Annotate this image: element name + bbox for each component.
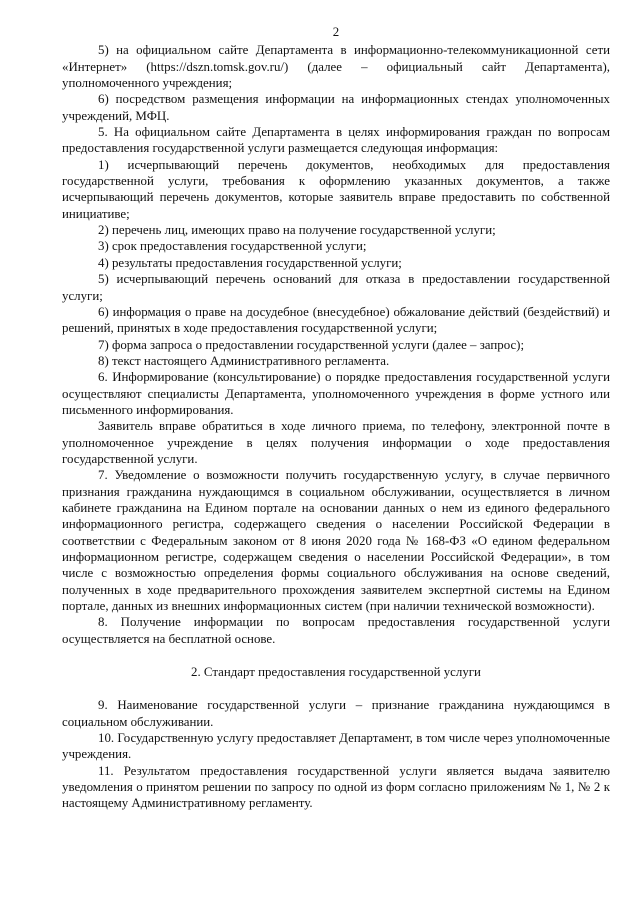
paragraph: 5) исчерпывающий перечень оснований для отказа в предоставлении государственной услуги; — [62, 272, 610, 303]
paragraph: 11. Результатом предоставления государственной услуги является выдача заявителю уведомления о принятом решении по запросу по одной из форм согласно приложениям № 1, № 2 к настоящему Административному регламенту. — [62, 763, 610, 811]
paragraph: 5) на официальном сайте Департамента в информационно-телекоммуникационной сети «Интернет» (https://dszn.tomsk.gov.ru/) (далее – официальный сайт Департамента), уполномоченного учреждения; — [62, 43, 610, 91]
document-page — [62, 24, 610, 812]
paragraph: 6. Информирование (консультирование) о порядке предоставления государственной услуги осуществляют специалисты Департамента, уполномоченного учреждения в форме устного или письменного информирования. — [62, 370, 610, 417]
section-title: 2. Стандарт предоставления государственной услуги — [191, 665, 481, 680]
paragraph: 2) перечень лиц, имеющих право на получение государственной услуги; — [98, 223, 496, 238]
paragraph: 10. Государственную услугу предоставляет Департамент, в том числе через уполномоченные учреждения. — [62, 731, 610, 762]
paragraph: 9. Наименование государственной услуги – признание гражданина нуждающимся в социальном обслуживании. — [62, 698, 610, 729]
page-number: 2 — [332, 25, 340, 39]
paragraph: 4) результаты предоставления государственной услуги; — [98, 255, 402, 270]
paragraph: 7) форма запроса о предоставлении государственной услуги (далее – запрос); — [98, 337, 525, 352]
paragraph: 7. Уведомление о возможности получить государственную услугу, в случае первичного признания гражданина нуждающимся в социальном обслуживании, осуществляется в личном кабинете гражданина на Едином портале на основании данных о нем из единого федерального информационного регистра, содержащего сведения о населении Российской Федерации в соответствии с Федеральным законом от 8 июня 2020 года № 168-ФЗ «О едином федеральном информационном регистре, содержащем сведения о населении Российской Федерации», в том числе с возможностью определения формы социального обслуживания на основе сведений, полученных в ходе предварительного прохождения заявителем экспертной системы на Едином портале, данных из внешних информационных систем (при наличии технической возможности). — [62, 468, 610, 614]
paragraph: 6) посредством размещения информации на информационных стендах уполномоченных учреждений, МФЦ. — [62, 92, 610, 123]
paragraph: 8) текст настоящего Административного регламента. — [98, 353, 390, 368]
paragraph: 6) информация о праве на досудебное (внесудебное) обжалование действий (бездействий) и решений, принятых в ходе предоставления государственной услуги; — [62, 304, 610, 336]
paragraph: Заявитель вправе обратиться в ходе личного приема, по телефону, электронной почте в уполномоченное учреждение в целях получения информации о ходе предоставления государственной услуги. — [62, 419, 610, 466]
paragraph: 8. Получение информации по вопросам предоставления государственной услуги осуществляется на бесплатной основе. — [62, 615, 610, 646]
paragraph: 5. На официальном сайте Департамента в целях информирования граждан по вопросам предоставления государственной услуги размещается следующая информация: — [62, 125, 610, 156]
paragraph: 3) срок предоставления государственной услуги; — [98, 239, 367, 254]
paragraph: 1) исчерпывающий перечень документов, необходимых для предоставления государственной услуги, требования к оформлению указанных документов, а также исчерпывающий перечень документов, которые заявитель вправе предоставить по собственной инициативе; — [62, 157, 610, 221]
